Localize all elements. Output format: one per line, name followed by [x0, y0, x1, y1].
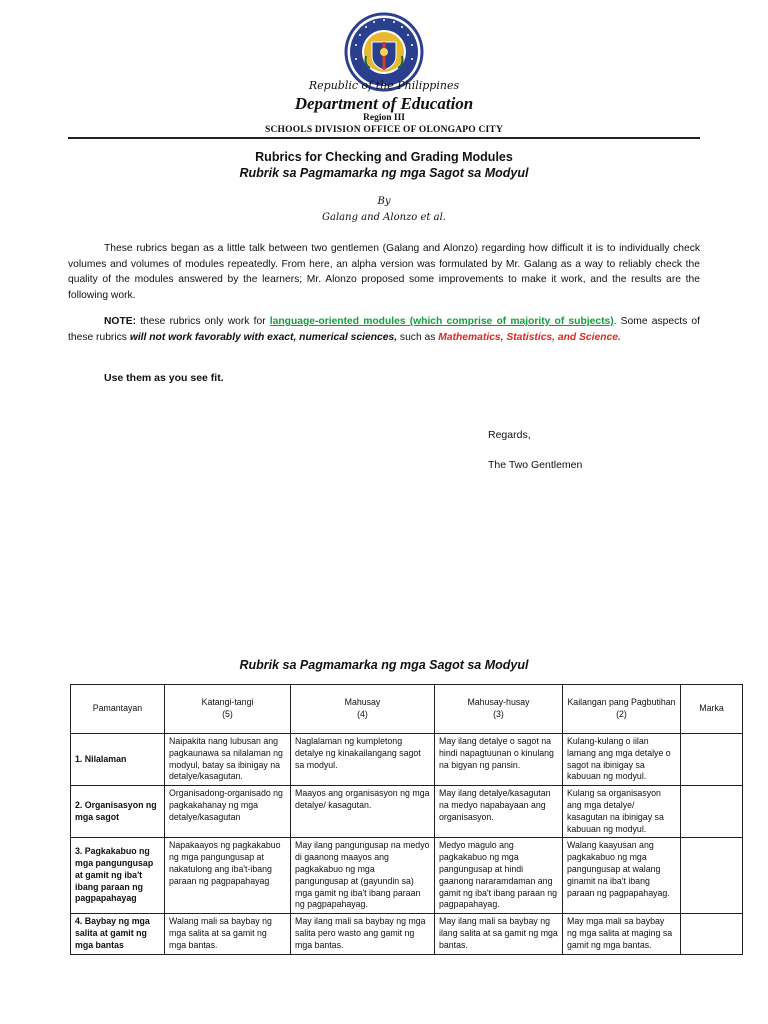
use-instruction: Use them as you see fit.: [104, 372, 224, 384]
score-5-cell: Organisadong-organisado ng pagkakahanay ng mga detalye/kasagutan: [165, 786, 291, 838]
criterion-cell: 2. Organisasyon ng mga sagot: [71, 786, 165, 838]
regards-closing: Regards,: [488, 429, 531, 441]
region-line: Region III: [363, 113, 405, 123]
authors-line: Galang and Alonzo et al.: [322, 212, 446, 223]
document-title: Rubrics for Checking and Grading Modules: [255, 150, 513, 164]
rubric-header-row: [71, 685, 743, 734]
score-2-cell: May mga mali sa baybay ng mga salita at maging sa gamit ng mga bantas.: [563, 914, 681, 954]
note-paragraph: [68, 314, 700, 345]
table-row: [71, 786, 743, 838]
marka-cell[interactable]: [681, 786, 743, 838]
document-subtitle: Rubrik sa Pagmamarka ng mga Sagot sa Modyul: [239, 166, 529, 180]
score-4-cell: Naglalaman ng kumpletong detalye ng kinakailangang sagot sa modyul.: [291, 734, 435, 786]
score-4-cell: May ilang mali sa baybay ng mga salita pero wasto ang gamit ng mga bantas.: [291, 914, 435, 954]
score-2-cell: Kulang sa organisasyon ang mga detalye/ kasagutan na ibinigay sa kabuuan ng modyul.: [563, 786, 681, 838]
score-3-cell: Medyo magulo ang pagkakabuo ng mga pangungusap at hindi gaanong nararamdaman ang gamit ng iba't ibang paraan ng pagpapahayag.: [435, 838, 563, 914]
score-3-cell: May ilang mali sa baybay ng ilang salita at sa gamit ng mga bantas.: [435, 914, 563, 954]
header-katangi-tangi: Katangi-tangi (5): [165, 685, 291, 734]
note-warning: will not work favorably with exact, numerical sciences,: [129, 331, 398, 343]
score-4-cell: May ilang pangungusap na medyo di gaanong maayos ang pagkakabuo ng mga pangungusap at (gayundin sa) mga gamit ng iba't ibang paraan ng pagpapahayag.: [291, 838, 435, 914]
header-mahusay: Mahusay (4): [291, 685, 435, 734]
note-subjects: Mathematics, Statistics, and Science.: [438, 331, 621, 343]
header-mahusay-husay: Mahusay-husay (3): [435, 685, 563, 734]
criterion-cell: 3. Pagkakabuo ng mga pangungusap at gamit ng iba't ibang paraan ng pagpapahayag: [71, 838, 165, 914]
score-2-cell: Kulang-kulang o iilan lamang ang mga detalye o sagot na ibinigay sa kabuuan ng modyul.: [563, 734, 681, 786]
score-5-cell: Naipakita nang lubusan ang pagkaunawa sa nilalaman ng modyul, batay sa ibinigay na detalye/kasagutan.: [165, 734, 291, 786]
marka-cell[interactable]: [681, 838, 743, 914]
score-3-cell: May ilang detalye o sagot na hindi napagtuunan o kinulang na bigyan ng pansin.: [435, 734, 563, 786]
rubric-table: [70, 684, 743, 955]
note-label: NOTE:: [104, 316, 137, 327]
table-row: [71, 734, 743, 786]
table-row: [71, 838, 743, 914]
note-language-oriented-link[interactable]: language-oriented modules (which comprise of majority of subjects): [269, 316, 614, 327]
note-text-1: these rubrics only work for: [136, 316, 270, 327]
division-office-line: SCHOOLS DIVISION OFFICE OF OLONGAPO CITY: [264, 125, 504, 135]
criterion-cell: 1. Nilalaman: [71, 734, 165, 786]
score-5-cell: Napakaayos ng pagkakabuo ng mga pangungusap at nakatulong ang iba't-ibang paraan ng pagpapahayag: [165, 838, 291, 914]
header-pamantayan: Pamantayan: [71, 685, 165, 734]
signature-line: The Two Gentlemen: [488, 459, 583, 471]
header-kailangan-pang-pagbutihan: Kailangan pang Pagbutihan (2): [563, 685, 681, 734]
criterion-cell: 4. Baybay ng mga salita at gamit ng mga bantas: [71, 914, 165, 954]
score-4-cell: Maayos ang organisasyon ng mga detalye/ kasagutan.: [291, 786, 435, 838]
intro-paragraph: These rubrics began as a little talk between two gentlemen (Galang and Alonzo) regarding how difficult it is to individually check volumes and volumes of modules repeatedly. From here, an alpha version was formulated by Mr. Galang as a way to reliably check the quality of the modules answered by the learners; Mr. Alonzo proposed some improvements to make it work, and the results are the following work.: [68, 243, 700, 301]
header-divider: [68, 137, 700, 139]
note-text-3: such as: [397, 331, 439, 343]
marka-cell[interactable]: [681, 734, 743, 786]
marka-cell[interactable]: [681, 914, 743, 954]
note-text-2: . Some aspects of these rubrics: [68, 316, 700, 343]
byline-label: By: [377, 196, 391, 207]
header-marka: Marka: [681, 685, 743, 734]
score-5-cell: Walang mali sa baybay ng mga salita at sa gamit ng mga bantas.: [165, 914, 291, 954]
score-3-cell: May ilang detalye/kasagutan na medyo napabayaan ang organisasyon.: [435, 786, 563, 838]
score-2-cell: Walang kaayusan ang pagkakabuo ng mga pangungusap at walang ginamit na iba't ibang paraan ng pagpapahayag.: [563, 838, 681, 914]
republic-line: Republic of the Philippines: [308, 79, 460, 92]
rubric-table-title: Rubrik sa Pagmamarka ng mga Sagot sa Modyul: [239, 658, 529, 672]
table-row: [71, 914, 743, 954]
department-name: Department of Education: [294, 94, 474, 113]
